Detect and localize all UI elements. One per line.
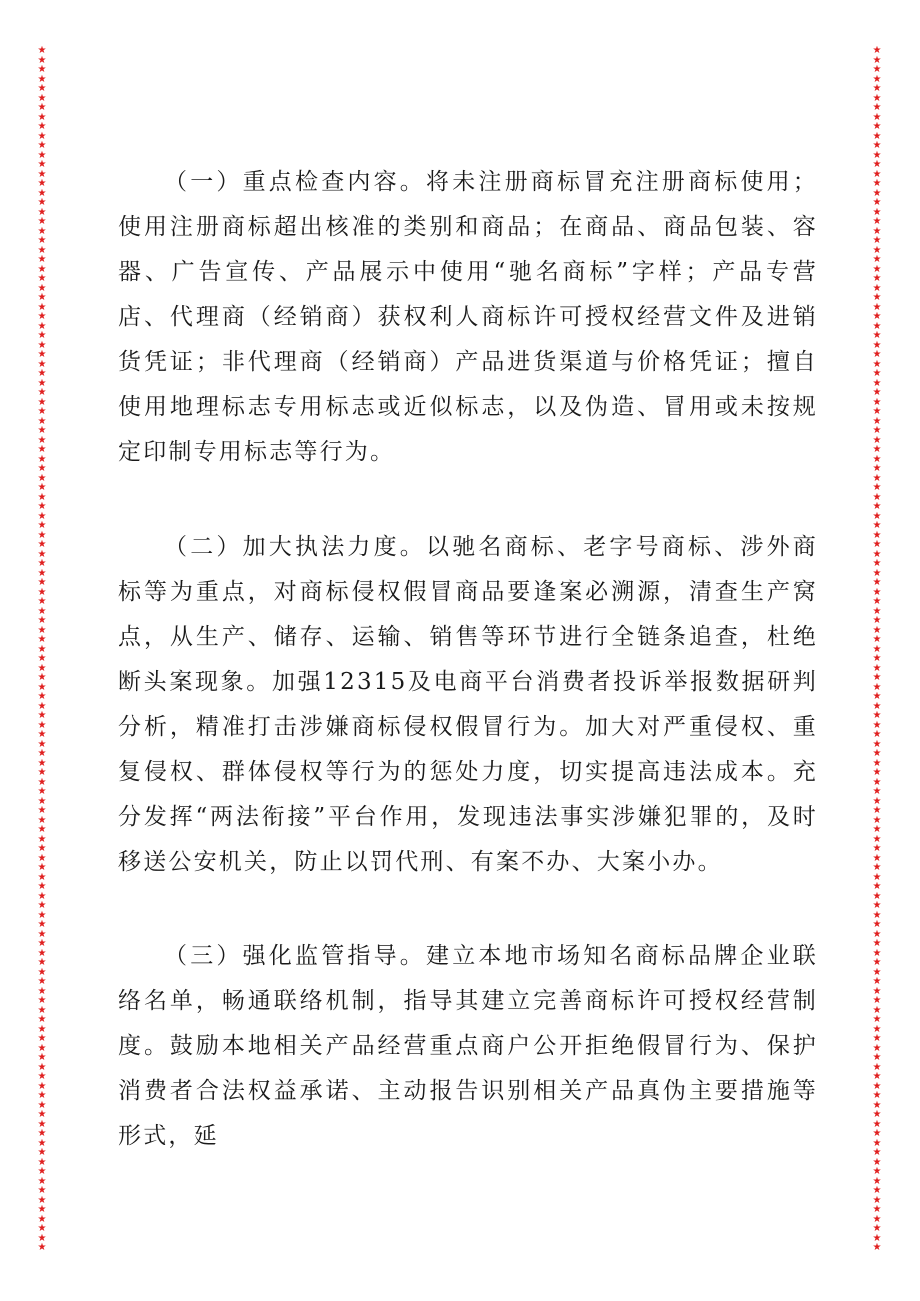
right-star-border: ★ ★ ★ ★ ★ ★ ★ ★ ★ ★ ★ ★ ★ ★ ★ ★ ★ ★ ★ ★ ★ ★ ★ ★ ★ ★ ★ ★ ★ ★ ★ ★ ★ ★ ★ ★ ★ ★ ★ ★ ★ ★ ★ ★ ★ ★ ★ ★ ★ ★ ★ ★ ★ ★ ★ ★ ★ ★ ★ ★ ★ ★ ★ ★ ★ ★ ★ ★ ★ ★ ★ ★ ★ ★ ★ ★ ★ ★ ★ ★ ★ ★ ★ ★ ★ ★ ★ ★ ★ ★ ★ ★ ★ ★ ★ ★ ★ ★ ★ ★ ★ ★ ★ ★ ★ ★ ★ ★ ★ ★ ★ ★ ★ ★ ★ ★ ★ ★ ★ ★ ★ ★ ★ ★ ★ ★ ★ [872, 46, 882, 1253]
paragraph-supervision-guidance: （三）强化监管指导。建立本地市场知名商标品牌企业联络名单，畅通联络机制，指导其建立完善商标许可授权经营制度。鼓励本地相关产品经营重点商户公开拒绝假冒行为、保护消费者合法权益承诺、主动报告识别相关产品真伪主要措施等形式，延 [118, 943, 818, 1149]
paragraph-key-inspection: （一）重点检查内容。将未注册商标冒充注册商标使用；使用注册商标超出核准的类别和商品；在商品、商品包装、容器、广告宣传、产品展示中使用“驰名商标”字样；产品专营店、代理商（经销商）获权利人商标许可授权经营文件及进销货凭证；非代理商（经销商）产品进货渠道与价格凭证；擅自使用地理标志专用标志或近似标志，以及伪造、冒用或未按规定印制专用标志等行为。 [118, 169, 818, 465]
paragraph-law-enforcement: （二）加大执法力度。以驰名商标、老字号商标、涉外商标等为重点，对商标侵权假冒商品要逢案必溯源，清查生产窝点，从生产、储存、运输、销售等环节进行全链条追查，杜绝断头案现象。加强12315及电商平台消费者投诉举报数据研判分析，精准打击涉嫌商标侵权假冒行为。加大对严重侵权、重复侵权、群体侵权等行为的惩处力度，切实提高违法成本。充分发挥“两法衔接”平台作用，发现违法事实涉嫌犯罪的，及时移送公安机关，防止以罚代刑、有案不办、大案小办。 [118, 534, 818, 875]
left-star-border: ★ ★ ★ ★ ★ ★ ★ ★ ★ ★ ★ ★ ★ ★ ★ ★ ★ ★ ★ ★ ★ ★ ★ ★ ★ ★ ★ ★ ★ ★ ★ ★ ★ ★ ★ ★ ★ ★ ★ ★ ★ ★ ★ ★ ★ ★ ★ ★ ★ ★ ★ ★ ★ ★ ★ ★ ★ ★ ★ ★ ★ ★ ★ ★ ★ ★ ★ ★ ★ ★ ★ ★ ★ ★ ★ ★ ★ ★ ★ ★ ★ ★ ★ ★ ★ ★ ★ ★ ★ ★ ★ ★ ★ ★ ★ ★ ★ ★ ★ ★ ★ ★ ★ ★ ★ ★ ★ ★ ★ ★ ★ ★ ★ ★ ★ ★ ★ ★ ★ ★ ★ ★ ★ ★ ★ ★ ★ [37, 46, 47, 1253]
document-body [118, 160, 818, 1159]
